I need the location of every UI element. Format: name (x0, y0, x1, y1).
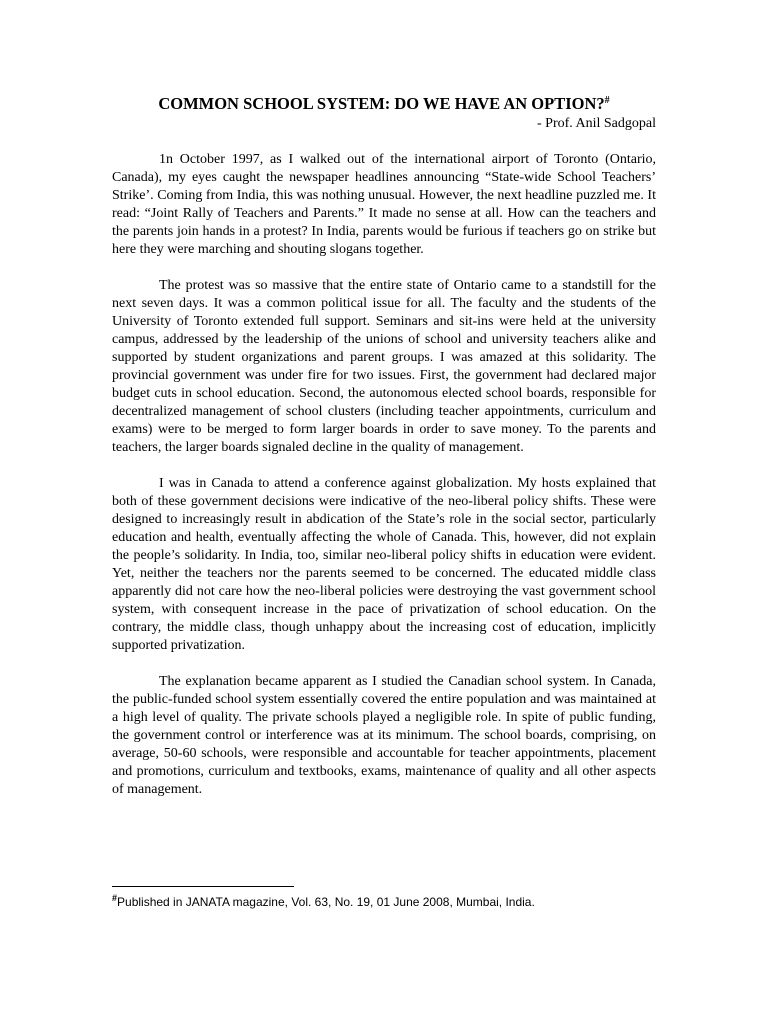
paragraph-4: The explanation became apparent as I studied the Canadian school system. In Canada, the public-funded school system essentially covered the entire population and was maintained at a high level of quality. The private schools played a negligible role. In spite of public funding, the government control or interference was at its minimum. The school boards, comprising, on average, 50-60 schools, were responsible and accountable for teacher appointments, placement and promotions, curriculum and textbooks, exams, maintenance of quality and all other aspects of management. (112, 674, 656, 797)
page-title (0, 94, 768, 114)
footnote-marker: # (112, 893, 118, 903)
footnote-text: Published in JANATA magazine, Vol. 63, No. 19, 01 June 2008, Mumbai, India. (117, 895, 535, 909)
paragraph-1: 1n October 1997, as I walked out of the international airport of Toronto (Ontario, Canada), my eyes caught the newspaper headlines announcing “State-wide School Teachers’ Strike’. Coming from India, this was nothing unusual. However, the next headline puzzled me. It read: “Joint Rally of Teachers and Parents.” It made no sense at all. How can the teachers and the parents join hands in a protest? In India, parents would be furious if teachers go on strike but here they were marching and shouting slogans together. (112, 152, 656, 257)
paragraph-3: I was in Canada to attend a conference against globalization. My hosts explained that both of these government decisions were indicative of the neo-liberal policy shifts. These were designed to increasingly result in abdication of the State’s role in the social sector, particularly education and health, eventually affecting the whole of Canada. This, however, did not explain the people’s solidarity. In India, too, similar neo-liberal policy shifts in education were evident. Yet, neither the teachers nor the parents seemed to be concerned. The educated middle class apparently did not care how the neo-liberal policies were destroying the vast government school system, with consequent increase in the pace of privatization of school education. On the contrary, the middle class, though unhappy about the increasing cost of education, implicitly supported privatization. (112, 476, 656, 653)
footnote (112, 894, 672, 910)
article-body (112, 151, 656, 817)
author-byline: - Prof. Anil Sadgopal (537, 116, 656, 131)
paragraph-2: The protest was so massive that the entire state of Ontario came to a standstill for the next seven days. It was a common political issue for all. The faculty and the students of the University of Toronto extended full support. Seminars and sit-ins were held at the university campus, addressed by the leadership of the unions of school and university teachers alike and supported by student organizations and parent groups. I was amazed at this solidarity. The provincial government was under fire for two issues. First, the government had declared major budget cuts in school education. Second, the autonomous elected school boards, responsible for decentralized management of school clusters (including teacher appointments, curriculum and exams) were to be merged to form larger boards in order to save money. To the parents and teachers, the larger boards signaled decline in the quality of management. (112, 278, 656, 455)
footnote-divider (112, 886, 294, 887)
title-footnote-marker: # (604, 95, 610, 106)
title-text: COMMON SCHOOL SYSTEM: DO WE HAVE AN OPTION? (158, 94, 605, 113)
